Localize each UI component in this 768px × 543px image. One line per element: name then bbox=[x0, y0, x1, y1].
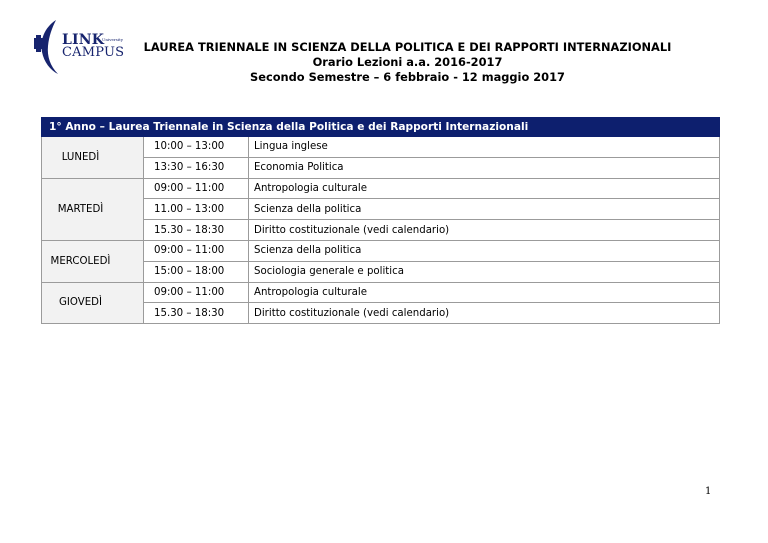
table-row bbox=[42, 261, 720, 282]
course-cell: Scienza della politica bbox=[249, 199, 720, 220]
page-number: 1 bbox=[705, 486, 712, 497]
course-cell: Antropologia culturale bbox=[249, 178, 720, 199]
course-cell: Lingua inglese bbox=[249, 137, 720, 158]
table-row bbox=[42, 199, 720, 220]
logo-word-university: University bbox=[102, 37, 123, 42]
day-cell: GIOVEDÌ bbox=[42, 282, 144, 324]
time-cell: 11.00 – 13:00 bbox=[144, 199, 249, 220]
course-cell: Sociologia generale e politica bbox=[249, 261, 720, 282]
logo bbox=[34, 18, 126, 76]
logo-word-campus: CAMPUS bbox=[62, 45, 125, 60]
table-row bbox=[42, 303, 720, 324]
table-row bbox=[42, 137, 720, 158]
course-cell: Diritto costituzionale (vedi calendario) bbox=[249, 220, 720, 241]
logo-word-link: LINK bbox=[62, 32, 105, 48]
table-title-row bbox=[42, 118, 720, 137]
time-cell: 15:00 – 18:00 bbox=[144, 261, 249, 282]
course-cell: Diritto costituzionale (vedi calendario) bbox=[249, 303, 720, 324]
table-title: 1° Anno – Laurea Triennale in Scienza della Politica e dei Rapporti Internazionali bbox=[42, 118, 720, 137]
table-row bbox=[42, 282, 720, 303]
table-row bbox=[42, 240, 720, 261]
table-row bbox=[42, 178, 720, 199]
course-cell: Economia Politica bbox=[249, 157, 720, 178]
time-cell: 13:30 – 16:30 bbox=[144, 157, 249, 178]
time-cell: 09:00 – 11:00 bbox=[144, 178, 249, 199]
day-cell: MARTEDÌ bbox=[42, 178, 144, 240]
table-row bbox=[42, 220, 720, 241]
time-cell: 09:00 – 11:00 bbox=[144, 240, 249, 261]
document-header bbox=[130, 40, 685, 85]
time-cell: 15.30 – 18:30 bbox=[144, 303, 249, 324]
time-cell: 15.30 – 18:30 bbox=[144, 220, 249, 241]
day-cell: LUNEDÌ bbox=[42, 137, 144, 179]
table-row bbox=[42, 157, 720, 178]
header-line-2: Orario Lezioni a.a. 2016-2017 bbox=[312, 55, 503, 69]
schedule-table bbox=[41, 117, 720, 324]
header-line-1: LAUREA TRIENNALE IN SCIENZA DELLA POLITICA E DEI RAPPORTI INTERNAZIONALI bbox=[143, 40, 672, 54]
time-cell: 09:00 – 11:00 bbox=[144, 282, 249, 303]
header-line-3: Secondo Semestre – 6 febbraio - 12 maggio 2017 bbox=[250, 70, 565, 84]
time-cell: 10:00 – 13:00 bbox=[144, 137, 249, 158]
day-cell: MERCOLEDÌ bbox=[42, 240, 144, 282]
course-cell: Scienza della politica bbox=[249, 240, 720, 261]
course-cell: Antropologia culturale bbox=[249, 282, 720, 303]
